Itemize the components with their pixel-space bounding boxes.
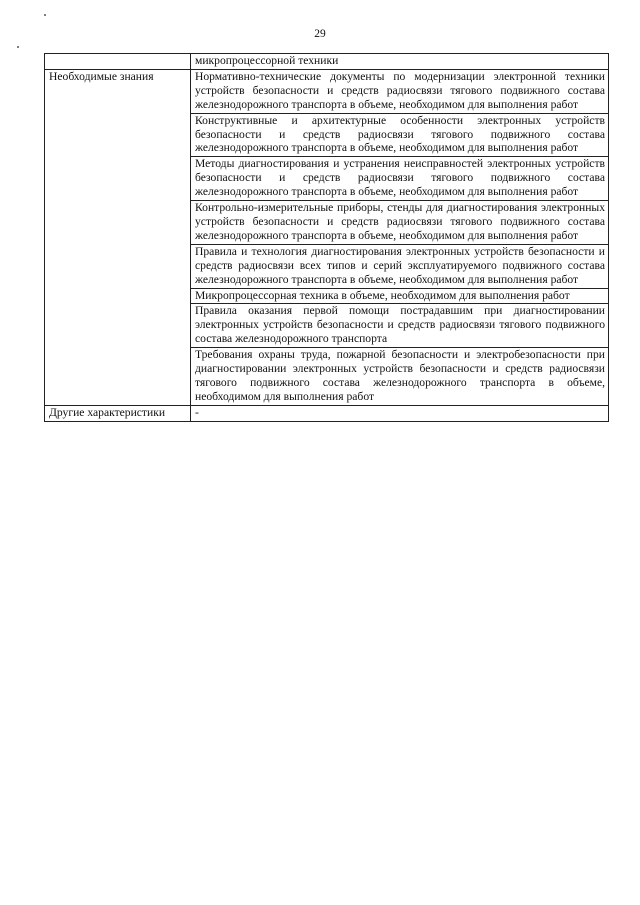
table-cell-empty: [45, 54, 191, 70]
table-row: [45, 405, 609, 421]
knowledge-item: Конструктивные и архитектурные особенности электронных устройств безопасности и средств радиосвязи тягового подвижного состава железнодорожного транспорта в объеме, необходимом для выполнения работ: [191, 113, 609, 157]
competency-table: [44, 53, 609, 422]
page-number: 29: [314, 28, 326, 40]
knowledge-item: Нормативно-технические документы по модернизации электронной техники устройств безопасности и средств радиосвязи тягового подвижного состава железнодорожного транспорта в объеме, необходимом для выполнения работ: [191, 69, 609, 113]
knowledge-item: Правила оказания первой помощи пострадавшим при диагностировании электронных устройств безопасности и средств радиосвязи тягового подвижного состава железнодорожного транспорта: [191, 304, 609, 348]
table-row: [45, 69, 609, 113]
continuation-text: микропроцессорной техники: [191, 54, 609, 70]
knowledge-item: Микропроцессорная техника в объеме, необходимом для выполнения работ: [191, 288, 609, 304]
knowledge-label: Необходимые знания: [45, 69, 191, 405]
other-characteristics-label: Другие характеристики: [45, 405, 191, 421]
scan-speck: [44, 14, 46, 16]
table-row: [45, 54, 609, 70]
knowledge-item: Контрольно-измерительные приборы, стенды для диагностирования электронных устройств безопасности и средств радиосвязи тягового подвижного состава железнодорожного транспорта в объеме, необходимом для выполнения работ: [191, 201, 609, 245]
scan-speck: [17, 46, 19, 48]
knowledge-item: Требования охраны труда, пожарной безопасности и электробезопасности при диагностировании электронных устройств безопасности и средств радиосвязи тягового подвижного состава железнодорожного транспорта в объеме, необходимом для выполнения работ: [191, 348, 609, 406]
other-characteristics-value: -: [191, 405, 609, 421]
knowledge-item: Методы диагностирования и устранения неисправностей электронных устройств безопасности и средств радиосвязи тягового подвижного состава железнодорожного транспорта в объеме, необходимом для выполнения работ: [191, 157, 609, 201]
knowledge-item: Правила и технология диагностирования электронных устройств безопасности и средств радиосвязи всех типов и серий эксплуатируемого подвижного состава железнодорожного транспорта в объеме, необходимом для выполнения работ: [191, 244, 609, 288]
